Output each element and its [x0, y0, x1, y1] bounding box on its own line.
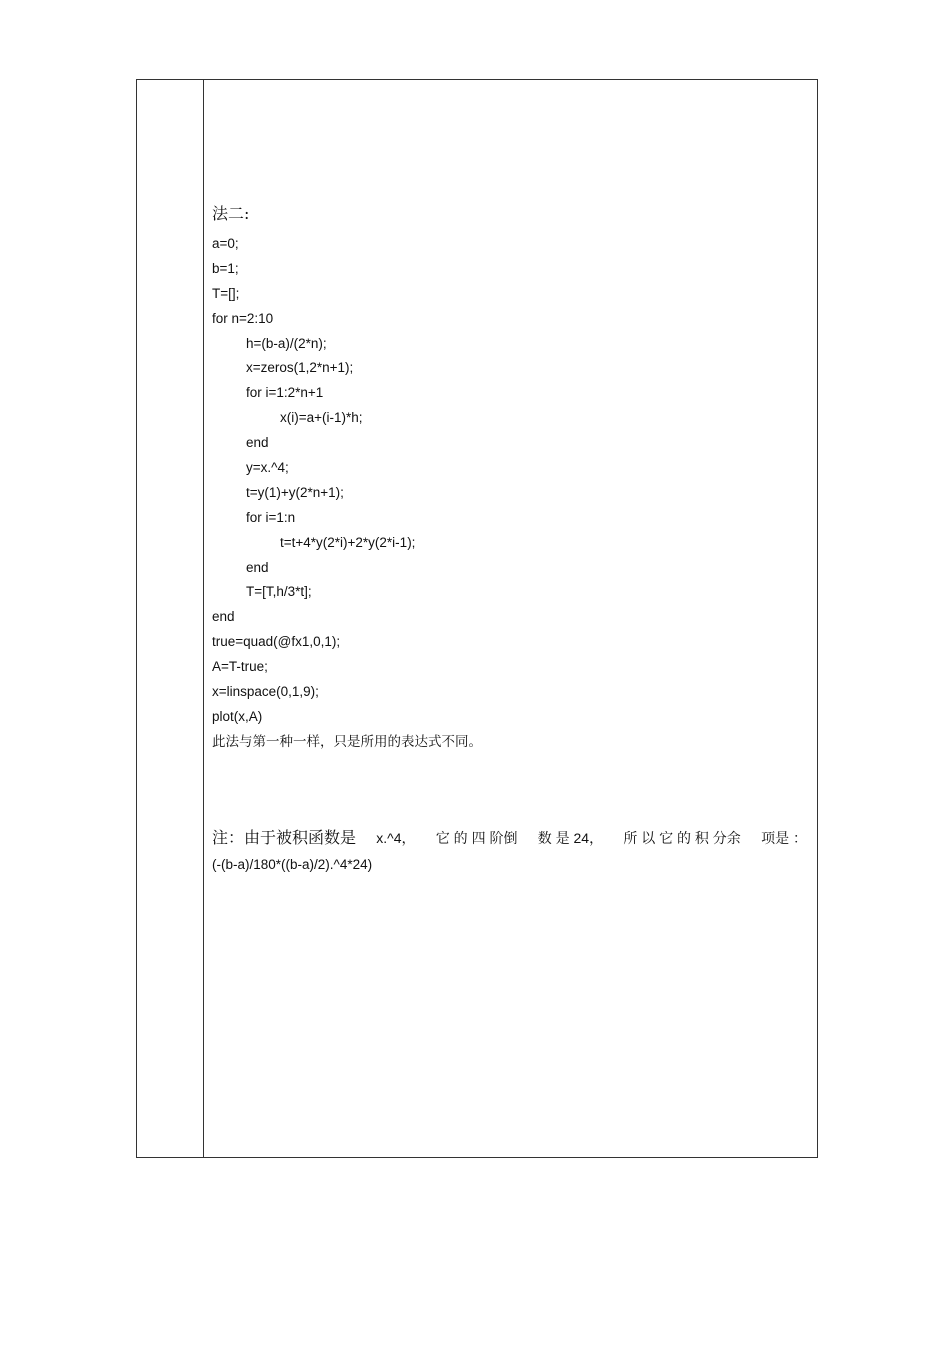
code-line: t=t+4*y(2*i)+2*y(2*i-1);: [280, 534, 416, 550]
note-expression: x.^4，: [376, 830, 416, 846]
code-line: x=linspace(0,1,9);: [212, 684, 319, 700]
code-line: x=zeros(1,2*n+1);: [246, 360, 354, 376]
column-divider: [203, 79, 204, 1158]
note-lead: 注：由于被积函数是: [212, 828, 357, 847]
code-line: for i=1:2*n+1: [246, 385, 324, 401]
code-line: a=0;: [212, 236, 239, 251]
note-block: [212, 826, 807, 876]
remainder-formula: (-(b-a)/180*((b-a)/2).^4*24): [212, 857, 373, 872]
code-line: x(i)=a+(i-1)*h;: [280, 410, 363, 426]
code-line: end: [212, 609, 235, 625]
code-line: A=T-true;: [212, 659, 268, 675]
method-heading: 法二:: [212, 204, 250, 223]
code-line: b=1;: [212, 260, 239, 276]
method-comment: 此法与第一种一样，只是所用的表达式不同。: [212, 733, 482, 750]
code-block: [212, 232, 802, 755]
code-line: true=quad(@fx1,0,1);: [212, 634, 341, 650]
code-line: t=y(1)+y(2*n+1);: [246, 484, 344, 500]
code-line: end: [246, 435, 269, 451]
note-part-4: 项是 ：: [761, 830, 807, 846]
note-part-1: 它 的 四 阶倒: [435, 830, 518, 846]
code-line: end: [246, 559, 269, 575]
note-part-2: 数 是 24，: [537, 830, 604, 846]
code-line: for i=1:n: [246, 509, 296, 525]
note-part-3: 所 以 它 的 积 分余: [623, 830, 741, 846]
code-line: plot(x,A): [212, 708, 263, 724]
code-line: T=[];: [212, 285, 240, 301]
note-row: [212, 826, 807, 850]
code-line: T=[T,h/3*t];: [246, 584, 312, 600]
code-line: for n=2:10: [212, 310, 274, 326]
code-line: y=x.^4;: [246, 460, 289, 476]
code-line: h=(b-a)/(2*n);: [246, 335, 327, 351]
